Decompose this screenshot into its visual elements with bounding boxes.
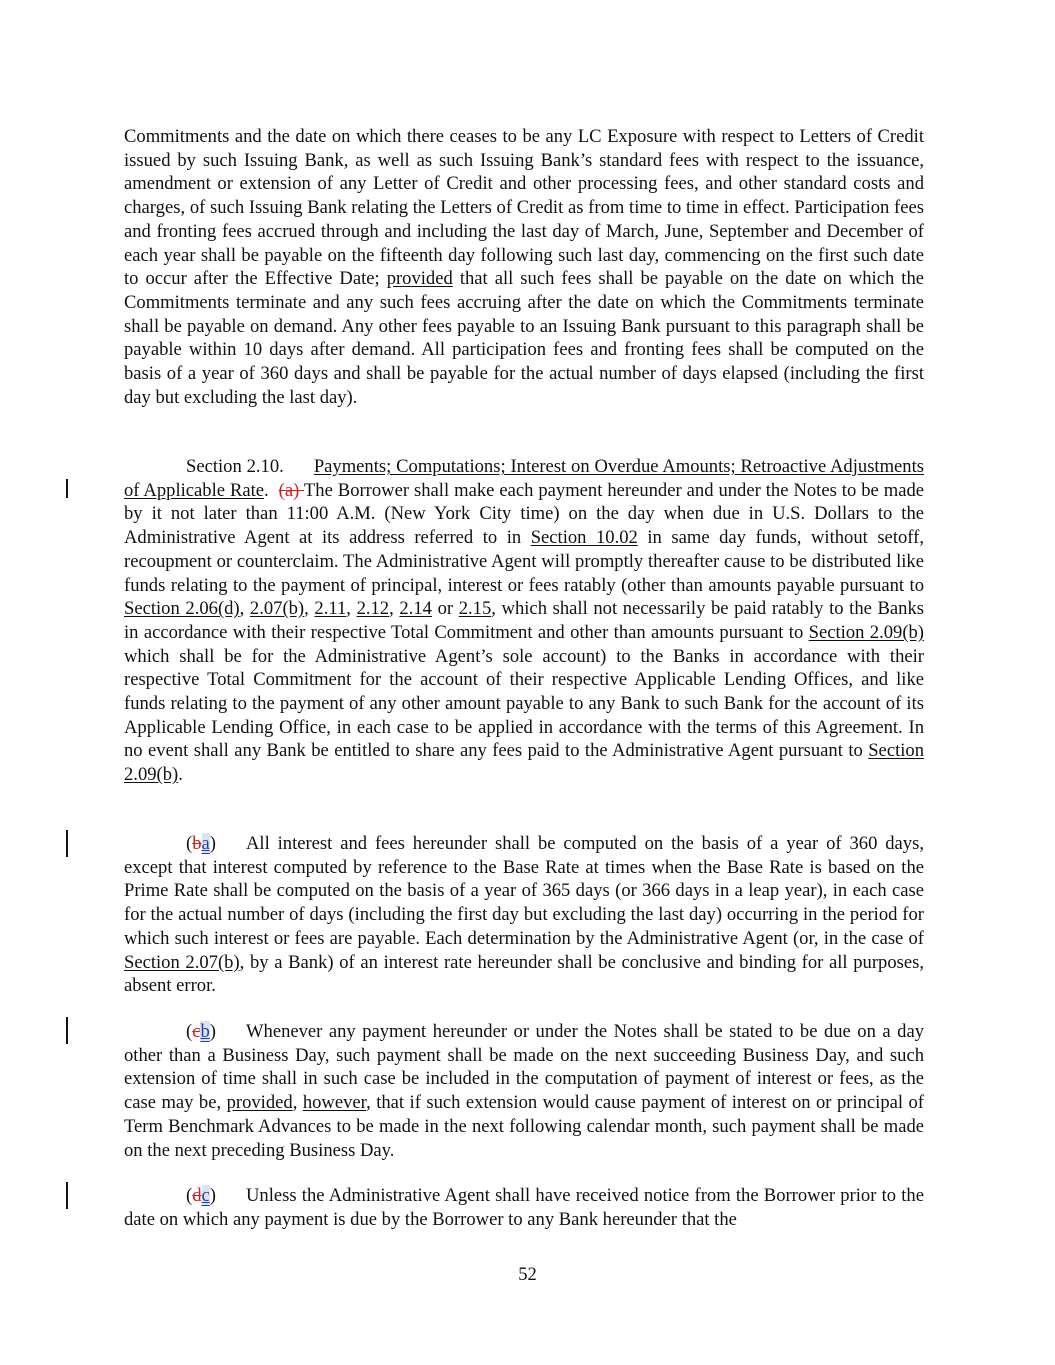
ref-section-2-09b: Section 2.09(b) [808, 621, 924, 643]
provided-term: provided [386, 268, 453, 290]
ref-2-07b: 2.07(b) [249, 598, 305, 620]
provided-term: provided [226, 1092, 293, 1114]
inserted-letter: a [201, 833, 210, 854]
fees-paragraph [124, 125, 924, 409]
section-number: Section 2.10. [186, 456, 284, 477]
page-number: 52 [518, 1264, 537, 1285]
inserted-letter: b [200, 1021, 210, 1042]
section-text-3: , which shall not necessarily be paid ratably to the Banks in accordance with their respective Total Commitment and other than amounts pursuant to [124, 598, 924, 643]
ref-2-14: 2.14 [399, 598, 432, 620]
inserted-letter: c [201, 1185, 210, 1206]
section-text-2: in same day funds, without setoff, recoupment or counterclaim. The Administrative Agent will promptly thereafter cause to be distributed like funds relating to the payment of principal, interest or fees ratably (other than amounts payable pursuant to [124, 527, 924, 596]
ref-2-12: 2.12 [356, 598, 390, 620]
section-2-10-paragraph: Section 2.10. Payments; Computations; Interest on Overdue Amounts; Retroactive Adjustments of Applicable Rate. (a) The Borrower shall make each payment hereunder and under the Notes to be made by it not later than 11:00 A.M. (New York City time) on the day when due in U.S. Dollars to the Administrative Agent at its address referred to in Section 10.02 in same day funds, without setoff, recoupment or counterclaim. The Administrative Agent will promptly thereafter cause to be distributed like funds relating to the payment of principal, interest or fees ratably (other than amounts payable pursuant to Section 2.06(d), 2.07(b), 2.11, 2.12, 2.14 or 2.15, which shall not necessarily be paid ratably to the Banks in accordance with their respective Total Commitment and other than amounts pursuant to Section 2.09(b) which shall be for the Administrative Agent’s sole account) to the Banks in accordance with their respective Total Commitment for the account of their respective Applicable Lending Offices, and like funds relating to the payment of any other amount payable to any Bank to such Bank for the account of its Applicable Lending Office, in each case to be applied in accordance with the terms of this Agreement. In no event shall any Bank be entitled to share any fees paid to the Administrative Agent pursuant to Section 2.09(b). [124, 456, 925, 786]
ref-2-15: 2.15 [458, 598, 492, 620]
change-bar [66, 1017, 68, 1044]
section-title: Payments; Computations; Interest on Overdue Amounts; Retroactive Adjustments of Applicable Rate [124, 456, 925, 501]
section-text-5: . [178, 764, 183, 786]
paragraph-a: (ba) All interest and fees hereunder shall be computed on the basis of a year of 360 days, except that interest computed by reference to the Base Rate at times when the Base Rate is based on the Prime Rate shall be computed on the basis of a year of 365 days (or 366 days in a leap year), in each case for the actual number of days (including the first day but excluding the last day) occurring in the period for which such interest or fees are payable. Each determination by the Administrative Agent (or, in the case of Section 2.07(b), by a Bank) of an interest rate hereunder shall be conclusive and binding for all purposes, absent error. [124, 833, 924, 997]
deleted-marker-a: (a) [278, 479, 304, 501]
paragraph-b: (cb) Whenever any payment hereunder or under the Notes shall be stated to be due on a day other than a Business Day, such payment shall be made on the next succeeding Business Day, and such extension of time shall in such case be included in the computation of payment of interest or fees, as the case may be, provided, however, that if such extension would cause payment of interest on or principal of Term Benchmark Advances to be made in the next following calendar month, such payment shall be made on the next preceding Business Day. [124, 1021, 924, 1161]
paragraph-a-text-1: All interest and fees hereunder shall be computed on the basis of a year of 360 days, except that interest computed by reference to the Base Rate at times when the Base Rate is based on the Prime Rate shall be computed on the basis of a year of 365 days (or 366 days in a leap year), in each case for the actual number of days (including the first day but excluding the last day) occurring in the period for which such interest or fees are payable. Each determination by the Administrative Agent (or, in the case of [124, 833, 924, 949]
change-bar [66, 830, 68, 857]
ref-section-2-07b: Section 2.07(b) [124, 951, 240, 973]
ref-section-10-02: Section 10.02 [530, 527, 638, 549]
deleted-letter: d [192, 1185, 202, 1206]
paragraph-b-text-2: , that if such extension would cause payment of interest on or principal of Term Benchmark Advances to be made in the next following calendar month, such payment shall be made on the next preceding Business Day. [124, 1092, 924, 1161]
or-word: or [437, 598, 454, 620]
deleted-letter: b [192, 833, 202, 854]
change-bar [66, 1182, 68, 1209]
ref-section-2-06d: Section 2.06(d) [124, 598, 240, 620]
ref-section-2-09b-second: Section 2.09(b) [124, 740, 924, 786]
paragraph-b-text-1: Whenever any payment hereunder or under the Notes shall be stated to be due on a day other than a Business Day, such payment shall be made on the next succeeding Business Day, and such extension of time shall in such case be included in the computation of payment of interest or fees, as the case may be, [124, 1021, 924, 1114]
deleted-letter: c [192, 1021, 201, 1042]
section-text-1: The Borrower shall make each payment hereunder and under the Notes to be made by it not later than 11:00 A.M. (New York City time) on the day when due in U.S. Dollars to the Administrative Agent at its address referred to in [124, 479, 924, 549]
fees-text-a: Commitments and the date on which there ceases to be any LC Exposure with respect to Letters of Credit issued by such Issuing Bank, as well as such Issuing Bank’s standard fees with respect to the issuance, amendment or extension of any Letter of Credit and other processing fees, and other standard costs and charges, of such Issuing Bank relating the Letters of Credit as from time to time in effect. Participation fees and fronting fees accrued through and including the last day of March, June, September and December of each year shall be payable on the fifteenth day following such last day, commencing on the first such date to occur after the Effective Date; [124, 126, 924, 290]
change-bar [66, 479, 68, 498]
paragraph-c-text-1: Unless the Administrative Agent shall have received notice from the Borrower prior to the date on which any payment is due by the Borrower to any Bank hereunder that the [124, 1185, 924, 1230]
ref-2-11: 2.11 [314, 598, 347, 620]
fees-text-b: that all such fees shall be payable on the date on which the Commitments terminate and any such fees accruing after the date on which the Commitments terminate shall be payable on demand. Any other fees payable to an Issuing Bank pursuant to this paragraph shall be payable within 10 days after demand. All participation fees and fronting fees shall be computed on the basis of a year of 360 days and shall be payable for the actual number of days elapsed (including the first day but excluding the last day). [124, 268, 924, 408]
section-text-4: which shall be for the Administrative Agent’s sole account) to the Banks in accordance with their respective Total Commitment for the account of their respective Applicable Lending Offices, and like funds relating to the payment of any other amount payable to any Bank to such Bank for the account of its Applicable Lending Office, in each case to be applied in accordance with the terms of this Agreement. In no event shall any Bank be entitled to share any fees paid to the Administrative Agent pursuant to [124, 645, 924, 762]
paragraph-a-text-2: , by a Bank) of an interest rate hereunder shall be conclusive and binding for all purposes, absent error. [124, 951, 924, 997]
however-term: however [302, 1092, 367, 1114]
paragraph-c: (dc) Unless the Administrative Agent shall have received notice from the Borrower prior to the date on which any payment is due by the Borrower to any Bank hereunder that the [124, 1185, 924, 1230]
